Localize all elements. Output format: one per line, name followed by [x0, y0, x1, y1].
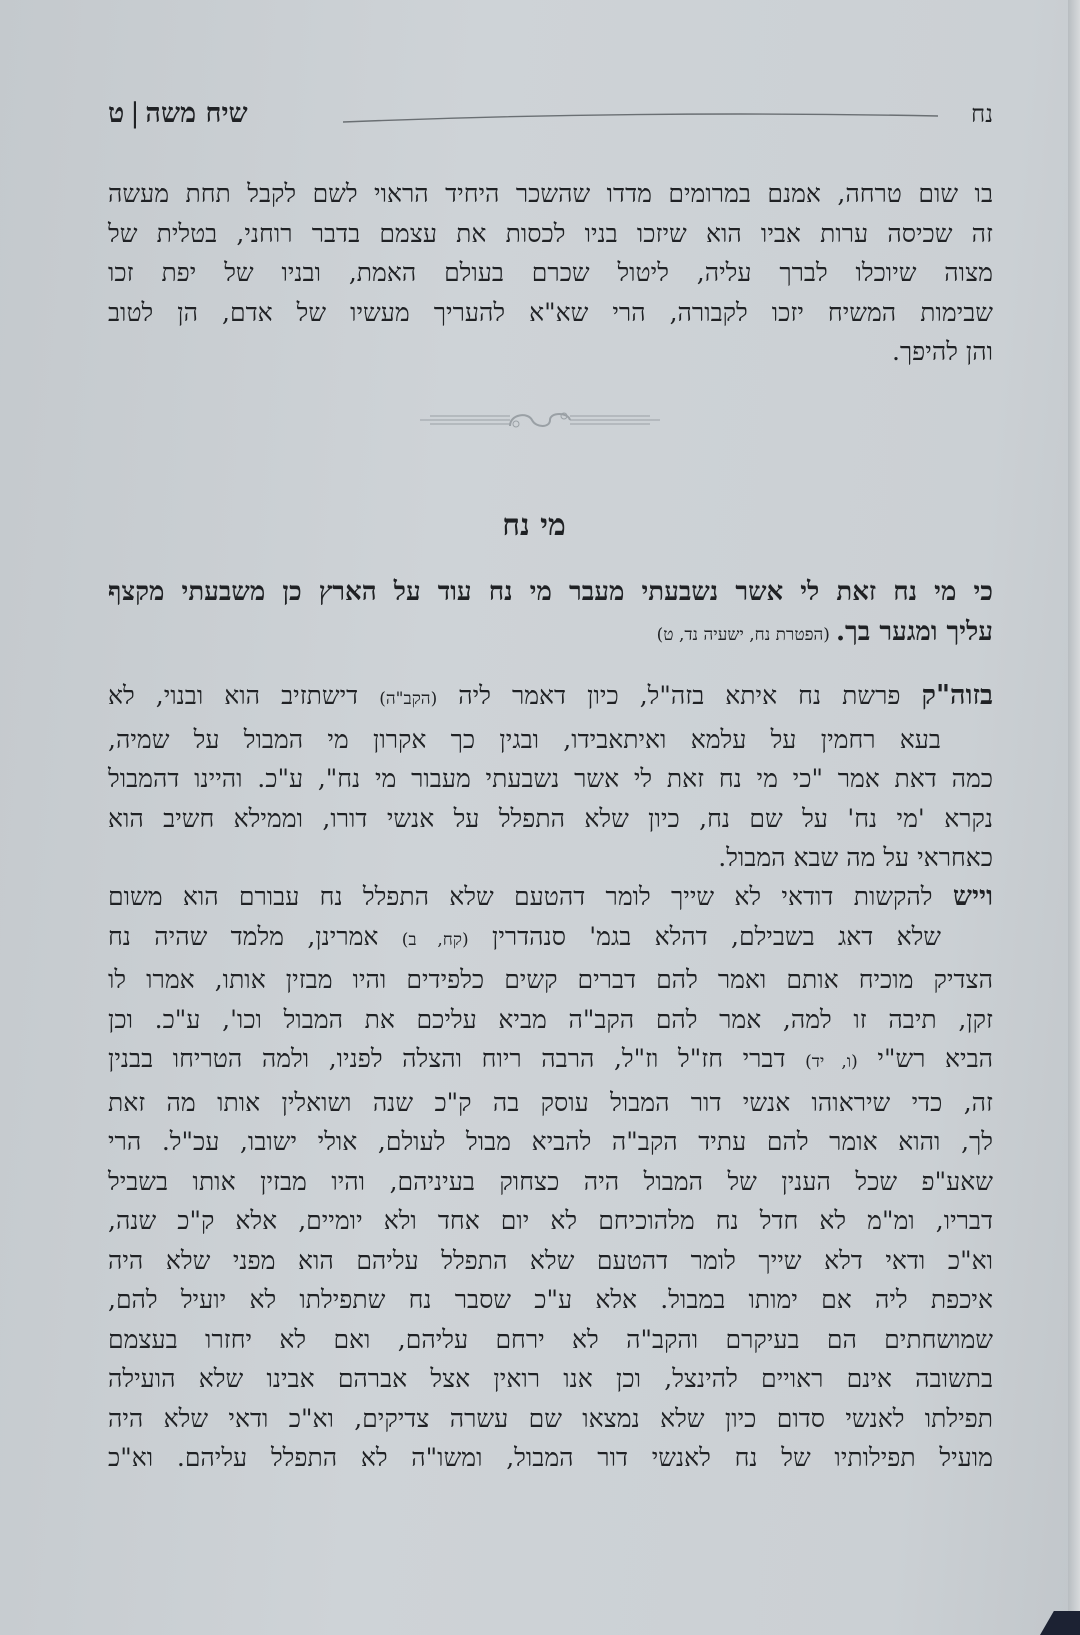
verse-line: כי מי נח זאת לי אשר נשבעתי מעבר מי נח עוד על הארץ כן משבעתי מקצף	[108, 577, 993, 607]
text-line: זה שכיסה ערות אביו הוא שיזכו בניו לכסות את עצמם בדבר רוחני, בטלית של	[108, 218, 993, 248]
text-span: שלא דאג בשבילם, דהלא בגמ' סנהדרין	[491, 921, 941, 951]
text-line: מצוה שיוכלו לברך עליה, ליטול שכרם בעולם האמת, ובניו של יפת זכו	[108, 258, 993, 287]
text-span: דברי חז"ל וז"ל, הרבה ריוח והצלה לפניו, ולמה הטריחו בבנין	[108, 1044, 786, 1073]
paragraph-1	[108, 174, 993, 372]
text-span: פרשת נח איתא בזה"ל, כיון דאמר ליה	[458, 681, 901, 710]
running-head	[108, 96, 993, 136]
text-span: להקשות דודאי לא שייך לומר דהטעם שלא התפלל נח עבורם הוא משום	[108, 882, 933, 911]
text-line: שבימות המשיח יזכו לקבורה, הרי שא"א להעריך מעשיו של אדם, הן לטוב	[108, 297, 993, 327]
inline-note: (קח, ב)	[401, 929, 469, 950]
text-span: אמרינן, מלמד שהיה נח	[108, 921, 379, 951]
lead-word: בזוה"ק	[921, 680, 994, 711]
text-span: הביא רש"י	[877, 1044, 993, 1073]
text-line: בתשובה אינם ראויים להינצל, וכן אנו רואין אצל אברהם אבינו שלא הועילה	[108, 1364, 993, 1393]
paragraph-2	[108, 676, 993, 878]
section-divider-swirl-icon	[410, 400, 670, 440]
text-line	[108, 1039, 993, 1083]
text-line: וא"כ ודאי דלא שייך לומר דהטעם שלא התפלל עליהם הוא מפני שלא היה	[108, 1245, 993, 1275]
text-line: נקרא 'מי נח' על שם נח, כיון שלא התפלל על אנשי דורו, וממילא חשיב הוא	[108, 803, 993, 833]
text-line: בו שום טרחה, אמנם במרומים מדדו שהשכר היחיד הראוי לשם לקבל תחת מעשה	[108, 179, 993, 208]
text-line	[108, 676, 993, 720]
page-number: ט	[108, 98, 125, 129]
text-span: דישתזיב הוא ובנוי, לא	[108, 681, 359, 710]
lead-word: וייש	[952, 881, 994, 912]
text-line	[108, 877, 993, 917]
inline-note: (ו, יד)	[805, 1052, 858, 1072]
header-rule	[343, 106, 938, 126]
text-line: לך, והוא אומר להם עתיד הקב"ה להביא מבול לעולם, אולי ישובו, עכ"ל. הרי	[108, 1127, 993, 1156]
text-line: מועיל תפילותיו של נח לאנשי דור המבול, ומשו"ה לא התפלל עליהם. וא"כ	[108, 1443, 993, 1472]
page-edge	[1068, 0, 1080, 1635]
text-line: כמה דאת אמר "כי מי נח זאת לי אשר נשבעתי מעבור מי נח", ע"כ. והיינו דהמבול	[108, 764, 993, 793]
text-line: זה, כדי שיראוהו אנשי דור המבול עוסק בה ק"כ שנה ושואלין אותו מה זאת	[108, 1087, 993, 1117]
verse-quote	[108, 572, 993, 655]
verse-text: עליך ומגער בך.	[835, 617, 993, 647]
parsha-name: נח	[970, 100, 993, 128]
text-line: שאע"פ שכל הענין של המבול היה כצחוק בעיניהם, והיו מבזין אותו בשביל	[108, 1166, 993, 1196]
verse-source: (הפטרת נח, ישעיה נד, ט)	[656, 625, 830, 645]
text-line: הצדיק מוכיח אותם ואמר להם דברים קשים כלפידים והיו מבזין אותו, אמרו לו	[108, 965, 993, 994]
text-line: זקן, תיבה זו למה, אמר להם הקב"ה מביא עליכם את המבול וכו', ע"כ. וכן	[108, 1004, 993, 1034]
text-line: בעא רחמין על עלמא ואיתאבידו, ובגין כך אקרון מי המבול על שמיה,	[108, 724, 941, 754]
paragraph-3	[108, 877, 993, 1478]
inline-note: (הקב"ה)	[379, 689, 438, 709]
verse-line	[108, 612, 993, 655]
text-line: איכפת ליה אם ימותו במבול. אלא ע"כ שסבר נח שתפילתו לא יועיל להם,	[108, 1285, 993, 1314]
book-title: שיח משה	[145, 98, 248, 129]
text-line: והן להיפך.	[891, 337, 993, 366]
text-line: דבריו, ומ"מ לא חדל נח מלהוכיחם לא יום אחד ולא יומיים, אלא ק"כ שנה,	[108, 1206, 993, 1235]
text-line: תפילתו לאנשי סדום כיון שלא נמצאו שם עשרה צדיקים, וא"כ ודאי שלא היה	[108, 1403, 993, 1433]
book-title-block	[108, 98, 248, 129]
text-line	[108, 917, 993, 961]
section-title: מי נח	[502, 508, 566, 543]
title-separator: |	[130, 98, 140, 129]
text-line: שמושחתים הם בעיקרם והקב"ה לא ירחם עליהם, ואם לא יחזרו בעצמם	[108, 1324, 993, 1354]
text-line: כאחראי על מה שבא המבול.	[718, 843, 993, 872]
